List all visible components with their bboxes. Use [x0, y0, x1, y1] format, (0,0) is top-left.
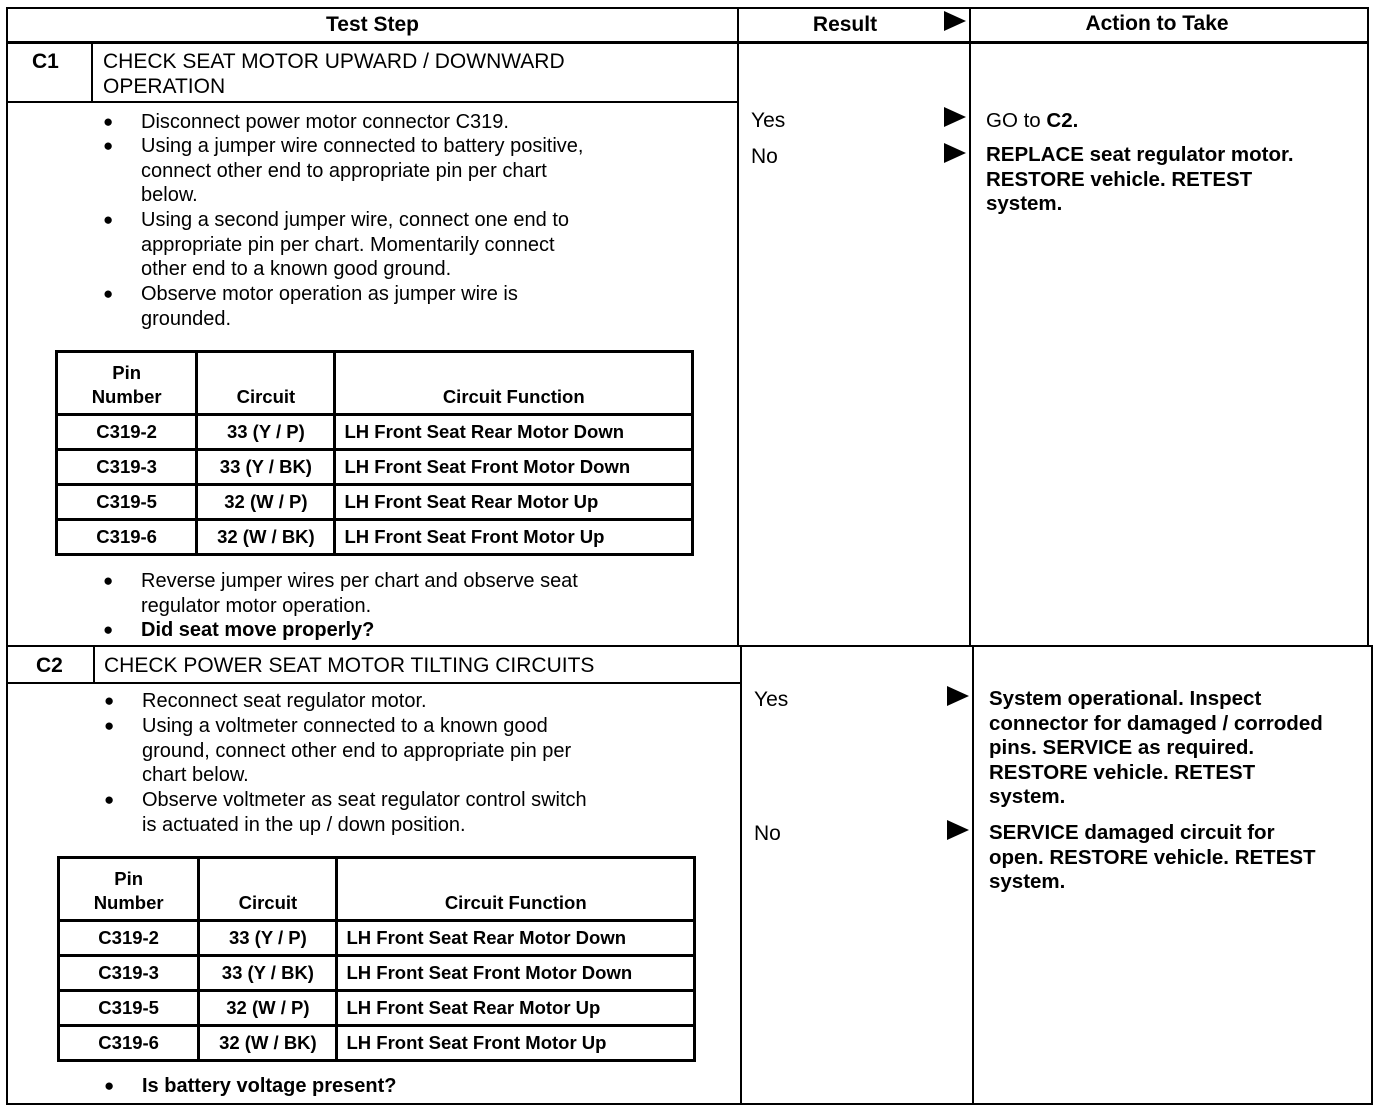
table-row	[59, 1026, 695, 1061]
function-cell: LH Front Seat Front Motor Up	[335, 520, 693, 555]
border-top	[6, 7, 1368, 9]
pin-cell: C319-5	[59, 991, 199, 1026]
c1-col-circuit-function: Circuit Function	[335, 352, 693, 415]
function-cell: LH Front Seat Front Motor Up	[337, 1026, 695, 1061]
circuit-cell: 33 (Y / BK)	[199, 956, 337, 991]
header-result: Result	[812, 13, 878, 36]
c2-id-divider	[93, 646, 95, 684]
c2-question: ● Is battery voltage present?	[142, 1074, 732, 1099]
circuit-cell: 32 (W / BK)	[197, 520, 335, 555]
border-bottom	[6, 1103, 1372, 1105]
c2-bullet-2: ● Using a voltmeter connected to a known good ground, connect other end to appropriate pin per chart below.	[142, 714, 732, 788]
c1-bullet-2: ● Using a jumper wire connected to battery positive, connect other end to appropriate pin per chart below.	[141, 134, 731, 208]
col-divider-action-c1	[969, 7, 971, 647]
c1-col-pin-number: Pin Number	[57, 352, 197, 415]
c1-no-arrow-icon	[944, 143, 966, 163]
c2-pin-table-header	[59, 858, 695, 921]
border-left	[6, 7, 8, 1105]
table-row	[59, 956, 695, 991]
c1-col-circuit: Circuit	[197, 352, 335, 415]
c2-col-pin-number: Pin Number	[59, 858, 199, 921]
c1-title-line-1: CHECK SEAT MOTOR UPWARD / DOWNWARD	[103, 50, 565, 73]
circuit-cell: 33 (Y / P)	[199, 921, 337, 956]
c2-col-circuit-function: Circuit Function	[337, 858, 695, 921]
c1-bullet-1: ● Disconnect power motor connector C319.	[141, 110, 731, 135]
col-divider-result-c2	[740, 645, 742, 1105]
header-result-arrow-icon	[944, 11, 966, 31]
c2-col-circuit: Circuit	[199, 858, 337, 921]
c1-id-divider	[91, 43, 93, 103]
c2-no-arrow-icon	[947, 820, 969, 840]
table-row	[59, 921, 695, 956]
function-cell: LH Front Seat Front Motor Down	[337, 956, 695, 991]
pin-cell: C319-6	[57, 520, 197, 555]
border-right	[1367, 7, 1369, 647]
c2-step-id: C2	[36, 654, 63, 677]
circuit-cell: 32 (W / P)	[197, 485, 335, 520]
c1-result-yes: Yes	[751, 109, 786, 132]
c2-result-no: No	[754, 822, 781, 845]
col-divider-action-c2	[972, 645, 974, 1105]
c1-bullet-5: ● Reverse jumper wires per chart and observe seat regulator motor operation.	[141, 569, 731, 618]
circuit-cell: 33 (Y / BK)	[197, 450, 335, 485]
c1-bullet-4: ● Observe motor operation as jumper wire is grounded.	[141, 282, 731, 331]
pin-cell: C319-2	[59, 921, 199, 956]
c2-bullet-3: ● Observe voltmeter as seat regulator control switch is actuated in the up / down position.	[142, 788, 732, 837]
function-cell: LH Front Seat Rear Motor Down	[335, 415, 693, 450]
c1-bullet-3: ● Using a second jumper wire, connect one end to appropriate pin per chart. Momentarily connect other end to a known good ground.	[141, 208, 731, 282]
c2-action-no: SERVICE damaged circuit for open. RESTORE vehicle. RETEST system.	[989, 821, 1316, 893]
pin-cell: C319-5	[57, 485, 197, 520]
header-action: Action to Take	[1085, 12, 1229, 35]
function-cell: LH Front Seat Rear Motor Down	[337, 921, 695, 956]
table-row	[57, 450, 693, 485]
c2-bullet-1: ● Reconnect seat regulator motor.	[142, 689, 732, 714]
pin-cell: C319-3	[59, 956, 199, 991]
header-test-step: Test Step	[326, 13, 419, 36]
c2-action-yes: System operational. Inspect connector for damaged / corroded pins. SERVICE as required. RESTORE vehicle. RETEST system.	[989, 687, 1323, 808]
c2-step-title: CHECK POWER SEAT MOTOR TILTING CIRCUITS	[104, 654, 595, 677]
c1-result-no: No	[751, 145, 778, 168]
c1-pin-table-header	[57, 352, 693, 415]
c1-title-line-2: OPERATION	[103, 75, 226, 98]
c2-pin-table	[57, 856, 696, 1062]
c1-question: ● Did seat move properly?	[141, 618, 731, 643]
table-row	[59, 991, 695, 1026]
pin-cell: C319-6	[59, 1026, 199, 1061]
c1-title-bottom	[6, 101, 738, 103]
circuit-cell: 32 (W / BK)	[199, 1026, 337, 1061]
border-c1-c2-divider	[6, 645, 1372, 647]
border-header-bottom	[6, 41, 1368, 44]
table-row	[57, 485, 693, 520]
circuit-cell: 32 (W / P)	[199, 991, 337, 1026]
c2-result-yes: Yes	[754, 688, 789, 711]
c1-action-no: REPLACE seat regulator motor. RESTORE vehicle. RETEST system.	[986, 143, 1294, 215]
function-cell: LH Front Seat Rear Motor Up	[335, 485, 693, 520]
function-cell: LH Front Seat Rear Motor Up	[337, 991, 695, 1026]
pin-cell: C319-3	[57, 450, 197, 485]
col-divider-result-c1	[737, 7, 739, 647]
c1-action-yes: GO to C2.	[986, 109, 1079, 132]
c1-yes-arrow-icon	[944, 107, 966, 127]
c1-pin-table	[55, 350, 694, 556]
circuit-cell: 33 (Y / P)	[197, 415, 335, 450]
pin-cell: C319-2	[57, 415, 197, 450]
c2-yes-arrow-icon	[947, 686, 969, 706]
c2-title-bottom	[6, 682, 741, 684]
border-right-c2	[1371, 645, 1373, 1105]
table-row	[57, 415, 693, 450]
c1-step-title	[103, 49, 565, 99]
table-row	[57, 520, 693, 555]
function-cell: LH Front Seat Front Motor Down	[335, 450, 693, 485]
c1-step-id: C1	[32, 50, 59, 73]
